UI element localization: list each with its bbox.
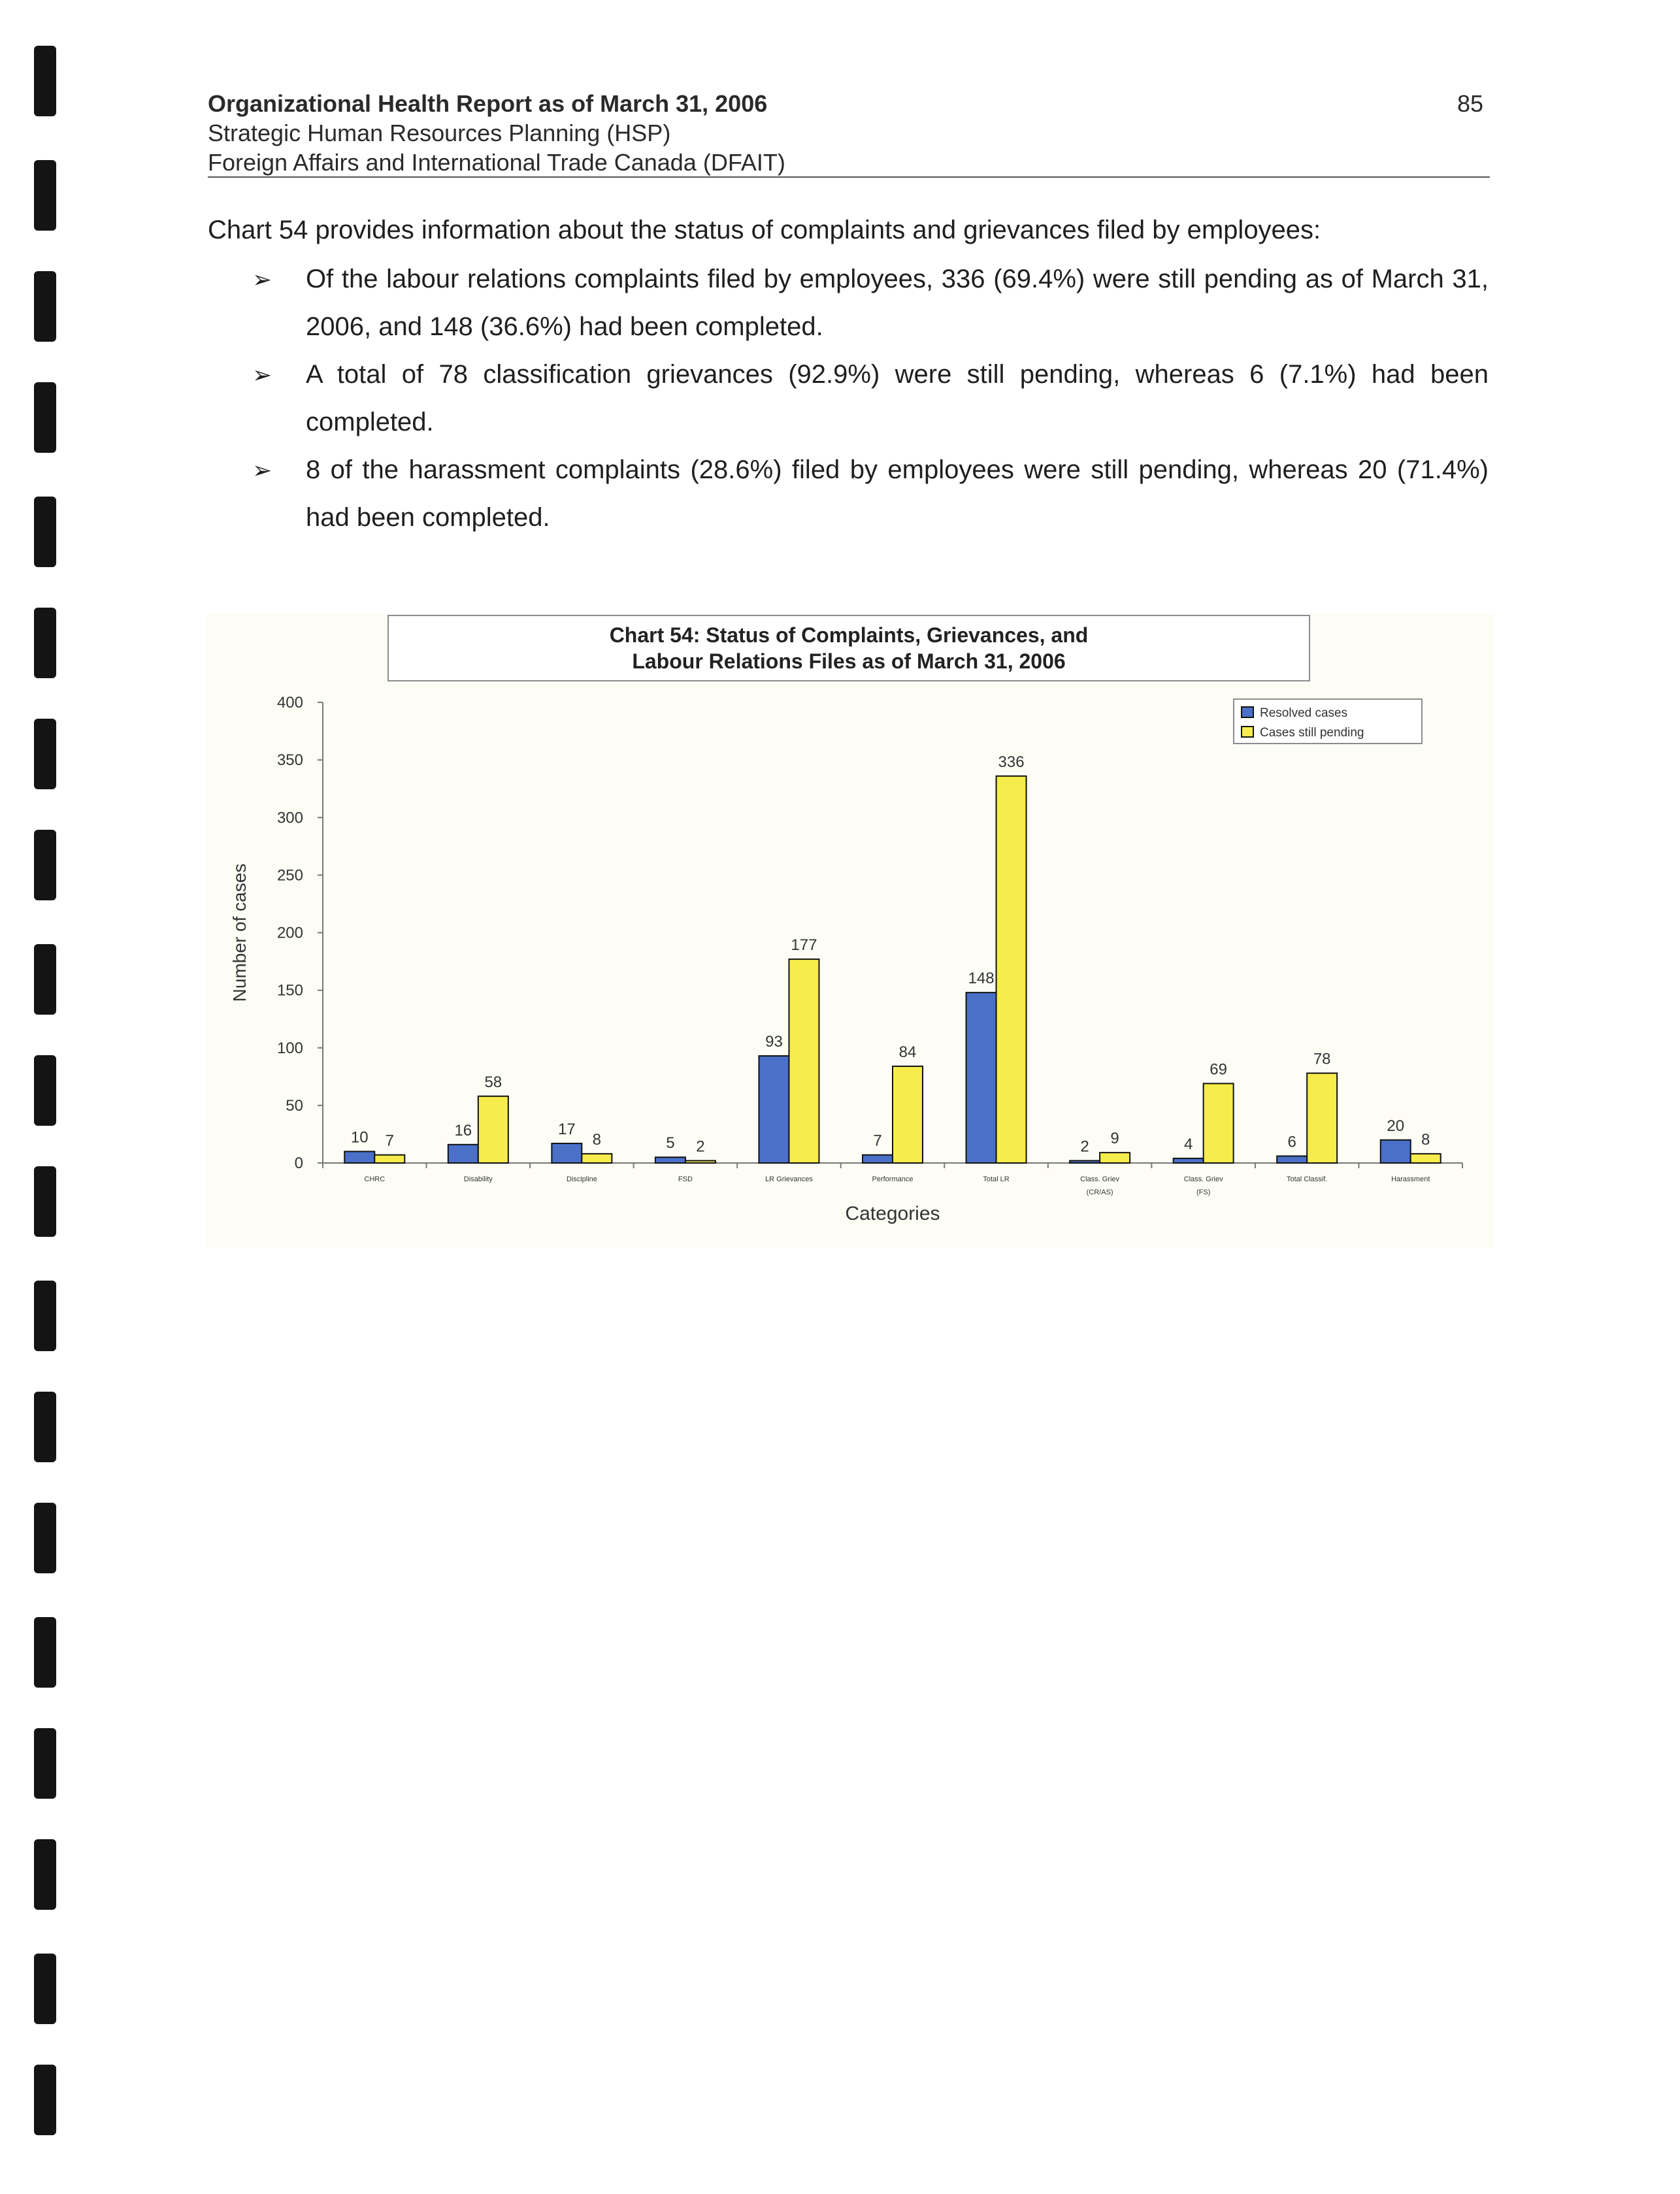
x-tick-label: Harassment xyxy=(1391,1175,1430,1183)
report-subtitle-dfait: Foreign Affairs and International Trade Canada (DFAIT) xyxy=(208,149,785,176)
data-label: 69 xyxy=(1210,1060,1227,1079)
x-tick-label: FSD xyxy=(678,1175,693,1183)
data-label: 148 xyxy=(968,970,995,988)
x-tick-label: Disability xyxy=(463,1175,493,1183)
binding-hole xyxy=(34,1839,56,1910)
bullet-item xyxy=(208,351,1489,446)
legend-label: Resolved cases xyxy=(1260,706,1348,720)
bar xyxy=(1277,1156,1307,1163)
page-number: 85 xyxy=(1457,90,1484,117)
x-tick-label: Total LR xyxy=(983,1175,1010,1183)
binding-hole xyxy=(34,608,56,678)
data-label: 9 xyxy=(1110,1130,1119,1148)
y-axis-label: Number of cases xyxy=(229,863,250,1002)
data-label: 7 xyxy=(385,1132,394,1150)
binding-hole xyxy=(34,271,56,342)
y-tick-label: 100 xyxy=(276,1039,303,1057)
x-tick-label: Class. Griev xyxy=(1080,1175,1120,1183)
bullet-list xyxy=(208,255,1489,542)
bullet-text: 8 of the harassment complaints (28.6%) filed by employees were still pending, whereas 20 (71.4%) had been completed. xyxy=(306,455,1489,532)
bar xyxy=(863,1155,893,1163)
legend-swatch xyxy=(1242,707,1253,717)
bar xyxy=(789,959,819,1163)
bullet-item xyxy=(208,446,1489,542)
y-tick-label: 350 xyxy=(276,751,303,770)
report-subtitle-hsp: Strategic Human Resources Planning (HSP) xyxy=(208,120,671,146)
data-label: 336 xyxy=(998,753,1025,771)
bar xyxy=(448,1145,478,1163)
data-label: 177 xyxy=(791,936,817,955)
x-tick-label: (CR/AS) xyxy=(1086,1188,1113,1196)
bullet-text: A total of 78 classification grievances (92.9%) were still pending, whereas 6 (7.1%) had been completed. xyxy=(306,360,1489,436)
data-label: 84 xyxy=(898,1043,917,1061)
binding-hole xyxy=(34,1954,56,2024)
binding-hole xyxy=(34,1503,56,1573)
data-label: 58 xyxy=(484,1073,502,1091)
x-axis-label: Categories xyxy=(845,1203,940,1224)
x-tick-label: Performance xyxy=(872,1175,914,1183)
bar xyxy=(1100,1153,1130,1163)
chart-54 xyxy=(206,614,1494,1248)
legend-label: Cases still pending xyxy=(1260,726,1364,740)
binding-hole xyxy=(34,1728,56,1799)
bullet-arrow-icon: ➢ xyxy=(252,361,272,388)
bar xyxy=(1070,1160,1100,1163)
bar xyxy=(1174,1158,1204,1163)
bar xyxy=(1381,1140,1411,1163)
report-title: Organizational Health Report as of March 31, 2006 xyxy=(208,90,768,117)
bar xyxy=(374,1155,404,1163)
chart-svg xyxy=(206,614,1494,1248)
binding-hole xyxy=(34,1166,56,1237)
data-label: 93 xyxy=(765,1033,783,1051)
binding-hole xyxy=(34,1392,56,1462)
x-tick-label: Discipline xyxy=(566,1175,597,1183)
y-tick-label: 50 xyxy=(286,1096,303,1115)
chart-title: Chart 54: Status of Complaints, Grievances, and xyxy=(609,623,1089,647)
binding-hole xyxy=(34,497,56,567)
data-label: 5 xyxy=(666,1134,675,1153)
bullet-text: Of the labour relations complaints filed by employees, 336 (69.4%) were still pending as of March 31, 2006, and 148 (36.6%) had been completed. xyxy=(306,265,1489,341)
data-label: 6 xyxy=(1287,1133,1296,1151)
x-tick-label: LR Grievances xyxy=(765,1175,813,1183)
binding-holes xyxy=(34,39,60,2143)
y-tick-label: 200 xyxy=(276,924,303,942)
data-label: 16 xyxy=(454,1121,472,1139)
binding-hole xyxy=(34,1281,56,1351)
y-tick-label: 150 xyxy=(276,981,303,1000)
y-tick-label: 0 xyxy=(294,1154,303,1172)
data-label: 20 xyxy=(1387,1117,1405,1135)
data-label: 78 xyxy=(1313,1050,1331,1068)
y-tick-label: 300 xyxy=(276,809,303,827)
data-label: 10 xyxy=(350,1128,369,1147)
bullet-arrow-icon: ➢ xyxy=(252,457,272,483)
bar xyxy=(966,992,996,1163)
data-label: 7 xyxy=(873,1132,882,1150)
y-tick-label: 400 xyxy=(276,694,303,712)
data-label: 8 xyxy=(592,1130,602,1149)
data-label: 2 xyxy=(1080,1138,1089,1156)
bar xyxy=(759,1056,789,1163)
header-rule xyxy=(208,176,1490,178)
binding-hole xyxy=(34,1617,56,1688)
chart-title: Labour Relations Files as of March 31, 2006 xyxy=(632,649,1066,673)
bar xyxy=(1307,1073,1337,1163)
x-tick-label: (FS) xyxy=(1196,1188,1211,1196)
binding-hole xyxy=(34,830,56,900)
bar xyxy=(655,1157,685,1163)
y-tick-label: 250 xyxy=(276,866,303,885)
bar xyxy=(478,1096,508,1163)
page-header xyxy=(208,89,1489,177)
bar xyxy=(996,776,1027,1163)
data-label: 4 xyxy=(1183,1135,1193,1153)
bar xyxy=(893,1066,923,1163)
x-tick-label: Total Classif. xyxy=(1287,1175,1328,1183)
bar xyxy=(552,1143,582,1163)
binding-hole xyxy=(34,160,56,231)
binding-hole xyxy=(34,944,56,1015)
bullet-arrow-icon: ➢ xyxy=(252,266,272,293)
data-label: 2 xyxy=(696,1138,705,1156)
x-tick-label: CHRC xyxy=(364,1175,386,1183)
binding-hole xyxy=(34,46,56,116)
intro-paragraph: Chart 54 provides information about the status of complaints and grievances filed by employees: xyxy=(208,216,1321,244)
binding-hole xyxy=(34,719,56,789)
binding-hole xyxy=(34,2065,56,2135)
bar xyxy=(1204,1083,1234,1163)
bar xyxy=(1411,1154,1441,1163)
bullet-item xyxy=(208,255,1489,351)
legend-swatch xyxy=(1242,727,1253,737)
data-label: 17 xyxy=(558,1121,576,1139)
binding-hole xyxy=(34,382,56,453)
binding-hole xyxy=(34,1055,56,1126)
body-text xyxy=(208,210,1489,542)
bar xyxy=(685,1160,716,1163)
bar xyxy=(582,1154,612,1163)
x-tick-label: Class. Griev xyxy=(1183,1175,1223,1183)
bar xyxy=(344,1151,374,1163)
data-label: 8 xyxy=(1421,1130,1430,1149)
